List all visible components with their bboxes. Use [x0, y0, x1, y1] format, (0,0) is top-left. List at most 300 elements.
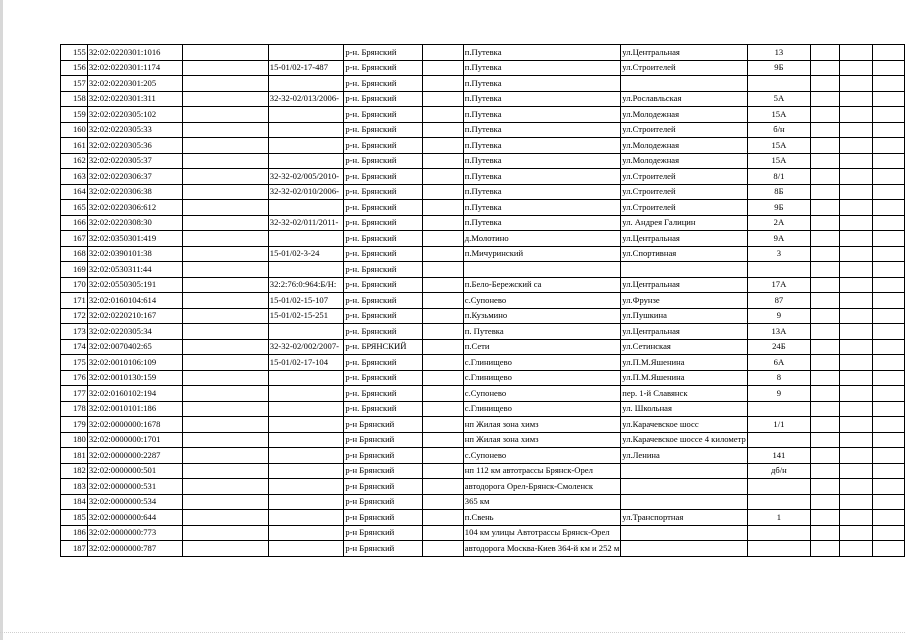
empty-cell: [182, 510, 268, 526]
district-cell: р-н. Брянский: [344, 107, 422, 123]
locality-cell: 365 км: [463, 494, 621, 510]
house-number-cell: 8Б: [747, 184, 810, 200]
street-cell: ул.Спортивная: [621, 246, 748, 262]
empty-cell: [873, 510, 905, 526]
table-row: [61, 76, 905, 92]
empty-cell: [811, 448, 840, 464]
row-number-cell: 185: [61, 510, 88, 526]
registration-number-cell: [268, 541, 344, 557]
district-cell: р-н. Брянский: [344, 200, 422, 216]
house-number-cell: 6А: [747, 355, 810, 371]
empty-cell: [840, 76, 873, 92]
scan-bottom-edge: [0, 632, 905, 634]
empty-cell: [811, 510, 840, 526]
empty-cell: [840, 355, 873, 371]
empty-cell: [840, 231, 873, 247]
empty-cell: [811, 91, 840, 107]
district-cell: р-н. Брянский: [344, 231, 422, 247]
empty-cell: [182, 215, 268, 231]
street-cell: ул.Строителей: [621, 200, 748, 216]
cadastral-number-cell: 32:02:0000000:2287: [87, 448, 182, 464]
empty-cell: [840, 184, 873, 200]
empty-cell: [422, 215, 463, 231]
registration-number-cell: 32-32-02/013/2006-: [268, 91, 344, 107]
table-row: [61, 184, 905, 200]
empty-cell: [422, 386, 463, 402]
locality-cell: п.Путевка: [463, 122, 621, 138]
cadastral-number-cell: 32:02:0220306:612: [87, 200, 182, 216]
registration-number-cell: [268, 122, 344, 138]
empty-cell: [840, 153, 873, 169]
empty-cell: [873, 215, 905, 231]
registration-number-cell: [268, 432, 344, 448]
registration-number-cell: [268, 45, 344, 61]
house-number-cell: 8: [747, 370, 810, 386]
row-number-cell: 178: [61, 401, 88, 417]
cadastral-number-cell: 32:02:0000000:773: [87, 525, 182, 541]
registration-number-cell: [268, 262, 344, 278]
empty-cell: [873, 231, 905, 247]
row-number-cell: 177: [61, 386, 88, 402]
district-cell: р-н. Брянский: [344, 324, 422, 340]
street-cell: ул.Карачевское шосс: [621, 417, 748, 433]
table-row: [61, 525, 905, 541]
registration-number-cell: [268, 107, 344, 123]
street-cell: ул.Центральная: [621, 324, 748, 340]
empty-cell: [182, 122, 268, 138]
empty-cell: [811, 479, 840, 495]
locality-cell: п.Мичуринский: [463, 246, 621, 262]
empty-cell: [840, 215, 873, 231]
street-cell: ул.Центральная: [621, 231, 748, 247]
locality-cell: нп Жилая зона химз: [463, 432, 621, 448]
cadastral-number-cell: 32:02:0220301:205: [87, 76, 182, 92]
empty-cell: [182, 355, 268, 371]
empty-cell: [182, 91, 268, 107]
locality-cell: [463, 262, 621, 278]
empty-cell: [422, 60, 463, 76]
house-number-cell: 13А: [747, 324, 810, 340]
house-number-cell: 9Б: [747, 60, 810, 76]
table-row: [61, 324, 905, 340]
empty-cell: [422, 262, 463, 278]
empty-cell: [182, 107, 268, 123]
table-row: [61, 479, 905, 495]
house-number-cell: 9: [747, 308, 810, 324]
street-cell: ул.Ленина: [621, 448, 748, 464]
empty-cell: [182, 184, 268, 200]
row-number-cell: 172: [61, 308, 88, 324]
registration-number-cell: [268, 76, 344, 92]
locality-cell: п.Путевка: [463, 138, 621, 154]
street-cell: ул.Строителей: [621, 169, 748, 185]
property-register-table: [60, 44, 905, 557]
empty-cell: [811, 76, 840, 92]
empty-cell: [840, 169, 873, 185]
house-number-cell: 87: [747, 293, 810, 309]
empty-cell: [182, 339, 268, 355]
empty-cell: [873, 417, 905, 433]
street-cell: ул.Центральная: [621, 45, 748, 61]
registration-number-cell: [268, 324, 344, 340]
table-row: [61, 262, 905, 278]
registration-number-cell: 32-32-02/002/2007-: [268, 339, 344, 355]
registration-number-cell: [268, 525, 344, 541]
house-number-cell: 15А: [747, 107, 810, 123]
row-number-cell: 174: [61, 339, 88, 355]
registration-number-cell: 15-01/02-17-487: [268, 60, 344, 76]
empty-cell: [873, 386, 905, 402]
locality-cell: с.Супонево: [463, 448, 621, 464]
empty-cell: [840, 510, 873, 526]
empty-cell: [422, 417, 463, 433]
registration-number-cell: [268, 448, 344, 464]
house-number-cell: 13: [747, 45, 810, 61]
empty-cell: [182, 169, 268, 185]
empty-cell: [840, 339, 873, 355]
cadastral-number-cell: 32:02:0350301:419: [87, 231, 182, 247]
empty-cell: [182, 401, 268, 417]
street-cell: ул.П.М.Яшенина: [621, 370, 748, 386]
house-number-cell: 3: [747, 246, 810, 262]
empty-cell: [840, 293, 873, 309]
house-number-cell: 24Б: [747, 339, 810, 355]
house-number-cell: б/н: [747, 122, 810, 138]
empty-cell: [840, 262, 873, 278]
table-row: [61, 308, 905, 324]
empty-cell: [811, 45, 840, 61]
cadastral-number-cell: 32:02:0550305:191: [87, 277, 182, 293]
empty-cell: [873, 463, 905, 479]
street-cell: ул.Строителей: [621, 184, 748, 200]
locality-cell: с.Глинищево: [463, 401, 621, 417]
locality-cell: п.Путевка: [463, 107, 621, 123]
street-cell: ул.Сетинская: [621, 339, 748, 355]
cadastral-number-cell: 32:02:0220306:38: [87, 184, 182, 200]
empty-cell: [422, 122, 463, 138]
cadastral-number-cell: 32:02:0160102:194: [87, 386, 182, 402]
empty-cell: [811, 246, 840, 262]
empty-cell: [873, 138, 905, 154]
empty-cell: [840, 494, 873, 510]
street-cell: [621, 262, 748, 278]
cadastral-number-cell: 32:02:0220210:167: [87, 308, 182, 324]
district-cell: р-н Брянский: [344, 448, 422, 464]
row-number-cell: 158: [61, 91, 88, 107]
locality-cell: п.Кузьмино: [463, 308, 621, 324]
empty-cell: [873, 541, 905, 557]
district-cell: р-н. Брянский: [344, 246, 422, 262]
empty-cell: [840, 525, 873, 541]
table-row: [61, 277, 905, 293]
district-cell: р-н. Брянский: [344, 169, 422, 185]
district-cell: р-н. Брянский: [344, 355, 422, 371]
empty-cell: [873, 448, 905, 464]
district-cell: р-н. Брянский: [344, 401, 422, 417]
table-row: [61, 494, 905, 510]
empty-cell: [811, 293, 840, 309]
table-row: [61, 246, 905, 262]
registration-number-cell: [268, 479, 344, 495]
cadastral-number-cell: 32:02:0010130:159: [87, 370, 182, 386]
row-number-cell: 187: [61, 541, 88, 557]
cadastral-number-cell: 32:02:0000000:501: [87, 463, 182, 479]
cadastral-number-cell: 32:02:0390101:38: [87, 246, 182, 262]
empty-cell: [811, 122, 840, 138]
row-number-cell: 180: [61, 432, 88, 448]
empty-cell: [873, 494, 905, 510]
locality-cell: п.Путевка: [463, 60, 621, 76]
district-cell: р-н. Брянский: [344, 138, 422, 154]
empty-cell: [840, 324, 873, 340]
empty-cell: [840, 541, 873, 557]
empty-cell: [873, 324, 905, 340]
empty-cell: [873, 246, 905, 262]
locality-cell: автодорога Москва-Киев 364-й км и 252 м: [463, 541, 621, 557]
empty-cell: [811, 386, 840, 402]
row-number-cell: 170: [61, 277, 88, 293]
empty-cell: [182, 262, 268, 278]
cadastral-number-cell: 32:02:0220305:33: [87, 122, 182, 138]
empty-cell: [811, 277, 840, 293]
locality-cell: п.Путевка: [463, 215, 621, 231]
empty-cell: [811, 525, 840, 541]
empty-cell: [873, 370, 905, 386]
district-cell: р-н. Брянский: [344, 60, 422, 76]
table-row: [61, 339, 905, 355]
district-cell: р-н Брянский: [344, 541, 422, 557]
district-cell: р-н Брянский: [344, 463, 422, 479]
empty-cell: [873, 60, 905, 76]
empty-cell: [811, 308, 840, 324]
district-cell: р-н. Брянский: [344, 153, 422, 169]
empty-cell: [811, 138, 840, 154]
empty-cell: [422, 370, 463, 386]
row-number-cell: 159: [61, 107, 88, 123]
row-number-cell: 186: [61, 525, 88, 541]
empty-cell: [422, 494, 463, 510]
empty-cell: [873, 76, 905, 92]
empty-cell: [422, 401, 463, 417]
table-row: [61, 401, 905, 417]
empty-cell: [840, 417, 873, 433]
street-cell: ул.Транспортная: [621, 510, 748, 526]
empty-cell: [873, 184, 905, 200]
table-row: [61, 463, 905, 479]
house-number-cell: [747, 432, 810, 448]
district-cell: р-н. Брянский: [344, 277, 422, 293]
empty-cell: [182, 76, 268, 92]
empty-cell: [811, 541, 840, 557]
table-row: [61, 417, 905, 433]
registration-number-cell: [268, 510, 344, 526]
empty-cell: [840, 138, 873, 154]
empty-cell: [840, 401, 873, 417]
row-number-cell: 156: [61, 60, 88, 76]
empty-cell: [873, 432, 905, 448]
cadastral-number-cell: 32:02:0000000:1701: [87, 432, 182, 448]
empty-cell: [182, 293, 268, 309]
empty-cell: [182, 386, 268, 402]
empty-cell: [811, 262, 840, 278]
cadastral-number-cell: 32:02:0220305:102: [87, 107, 182, 123]
empty-cell: [811, 200, 840, 216]
empty-cell: [182, 432, 268, 448]
table-row: [61, 386, 905, 402]
table-row: [61, 448, 905, 464]
row-number-cell: 184: [61, 494, 88, 510]
empty-cell: [422, 200, 463, 216]
locality-cell: п.Бело-Бережский са: [463, 277, 621, 293]
street-cell: ул.Молодежная: [621, 138, 748, 154]
house-number-cell: 15А: [747, 138, 810, 154]
street-cell: ул.Пушкина: [621, 308, 748, 324]
row-number-cell: 168: [61, 246, 88, 262]
cadastral-number-cell: 32:02:0530311:44: [87, 262, 182, 278]
cadastral-number-cell: 32:02:0000000:644: [87, 510, 182, 526]
district-cell: р-н. Брянский: [344, 308, 422, 324]
table-row: [61, 293, 905, 309]
cadastral-number-cell: 32:02:0220305:36: [87, 138, 182, 154]
empty-cell: [840, 45, 873, 61]
house-number-cell: [747, 401, 810, 417]
empty-cell: [840, 448, 873, 464]
district-cell: р-н Брянский: [344, 494, 422, 510]
empty-cell: [182, 525, 268, 541]
empty-cell: [873, 200, 905, 216]
registration-number-cell: 15-01/02-17-104: [268, 355, 344, 371]
cadastral-number-cell: 32:02:0220306:37: [87, 169, 182, 185]
empty-cell: [422, 510, 463, 526]
empty-cell: [811, 494, 840, 510]
cadastral-number-cell: 32:02:0160104:614: [87, 293, 182, 309]
street-cell: ул.Строителей: [621, 60, 748, 76]
row-number-cell: 181: [61, 448, 88, 464]
locality-cell: п. Путевка: [463, 324, 621, 340]
street-cell: ул. Школьная: [621, 401, 748, 417]
empty-cell: [182, 308, 268, 324]
empty-cell: [811, 339, 840, 355]
empty-cell: [873, 91, 905, 107]
row-number-cell: 161: [61, 138, 88, 154]
table-row: [61, 231, 905, 247]
cadastral-number-cell: 32:02:0220308:30: [87, 215, 182, 231]
empty-cell: [873, 401, 905, 417]
empty-cell: [873, 169, 905, 185]
district-cell: р-н. Брянский: [344, 122, 422, 138]
table-row: [61, 370, 905, 386]
table-row: [61, 510, 905, 526]
house-number-cell: 8/1: [747, 169, 810, 185]
cadastral-number-cell: 32:02:0010106:109: [87, 355, 182, 371]
street-cell: [621, 479, 748, 495]
row-number-cell: 162: [61, 153, 88, 169]
row-number-cell: 167: [61, 231, 88, 247]
locality-cell: п.Путевка: [463, 184, 621, 200]
table-row: [61, 122, 905, 138]
registration-number-cell: [268, 153, 344, 169]
locality-cell: с.Супонево: [463, 293, 621, 309]
empty-cell: [422, 153, 463, 169]
empty-cell: [873, 45, 905, 61]
empty-cell: [811, 417, 840, 433]
cadastral-number-cell: 32:02:0000000:531: [87, 479, 182, 495]
locality-cell: п.Путевка: [463, 200, 621, 216]
empty-cell: [811, 370, 840, 386]
locality-cell: д.Молотино: [463, 231, 621, 247]
district-cell: р-н. Брянский: [344, 262, 422, 278]
registration-number-cell: 15-01/02-3-24: [268, 246, 344, 262]
row-number-cell: 179: [61, 417, 88, 433]
cadastral-number-cell: 32:02:0220305:34: [87, 324, 182, 340]
empty-cell: [873, 277, 905, 293]
row-number-cell: 182: [61, 463, 88, 479]
table-row: [61, 215, 905, 231]
empty-cell: [840, 308, 873, 324]
empty-cell: [182, 463, 268, 479]
empty-cell: [182, 370, 268, 386]
district-cell: р-н. Брянский: [344, 184, 422, 200]
locality-cell: автодорога Орел-Брянск-Смоленск: [463, 479, 621, 495]
street-cell: [621, 525, 748, 541]
cadastral-number-cell: 32:02:0220305:37: [87, 153, 182, 169]
empty-cell: [182, 246, 268, 262]
street-cell: [621, 76, 748, 92]
locality-cell: с.Глинищево: [463, 370, 621, 386]
row-number-cell: 173: [61, 324, 88, 340]
empty-cell: [422, 246, 463, 262]
locality-cell: с.Глинищево: [463, 355, 621, 371]
house-number-cell: 1/1: [747, 417, 810, 433]
empty-cell: [182, 324, 268, 340]
street-cell: ул.Карачевское шоссе 4 километр: [621, 432, 748, 448]
district-cell: р-н. Брянский: [344, 76, 422, 92]
empty-cell: [422, 432, 463, 448]
empty-cell: [811, 153, 840, 169]
empty-cell: [422, 463, 463, 479]
table-row: [61, 91, 905, 107]
empty-cell: [811, 60, 840, 76]
empty-cell: [811, 231, 840, 247]
cadastral-number-cell: 32:02:0000000:787: [87, 541, 182, 557]
row-number-cell: 169: [61, 262, 88, 278]
district-cell: р-н. БРЯНСКИЙ: [344, 339, 422, 355]
empty-cell: [182, 417, 268, 433]
house-number-cell: [747, 525, 810, 541]
empty-cell: [840, 277, 873, 293]
empty-cell: [840, 370, 873, 386]
registration-number-cell: [268, 494, 344, 510]
street-cell: [621, 494, 748, 510]
house-number-cell: 141: [747, 448, 810, 464]
street-cell: ул.Молодежная: [621, 153, 748, 169]
empty-cell: [422, 308, 463, 324]
row-number-cell: 183: [61, 479, 88, 495]
street-cell: [621, 463, 748, 479]
empty-cell: [422, 231, 463, 247]
scan-edge-shadow: [0, 0, 3, 640]
district-cell: р-н. Брянский: [344, 45, 422, 61]
cadastral-number-cell: 32:02:0000000:534: [87, 494, 182, 510]
empty-cell: [422, 293, 463, 309]
empty-cell: [840, 107, 873, 123]
district-cell: р-н Брянский: [344, 510, 422, 526]
empty-cell: [422, 448, 463, 464]
row-number-cell: 176: [61, 370, 88, 386]
empty-cell: [873, 339, 905, 355]
registration-number-cell: 15-01/02-15-107: [268, 293, 344, 309]
street-cell: пер. 1-й Славянск: [621, 386, 748, 402]
